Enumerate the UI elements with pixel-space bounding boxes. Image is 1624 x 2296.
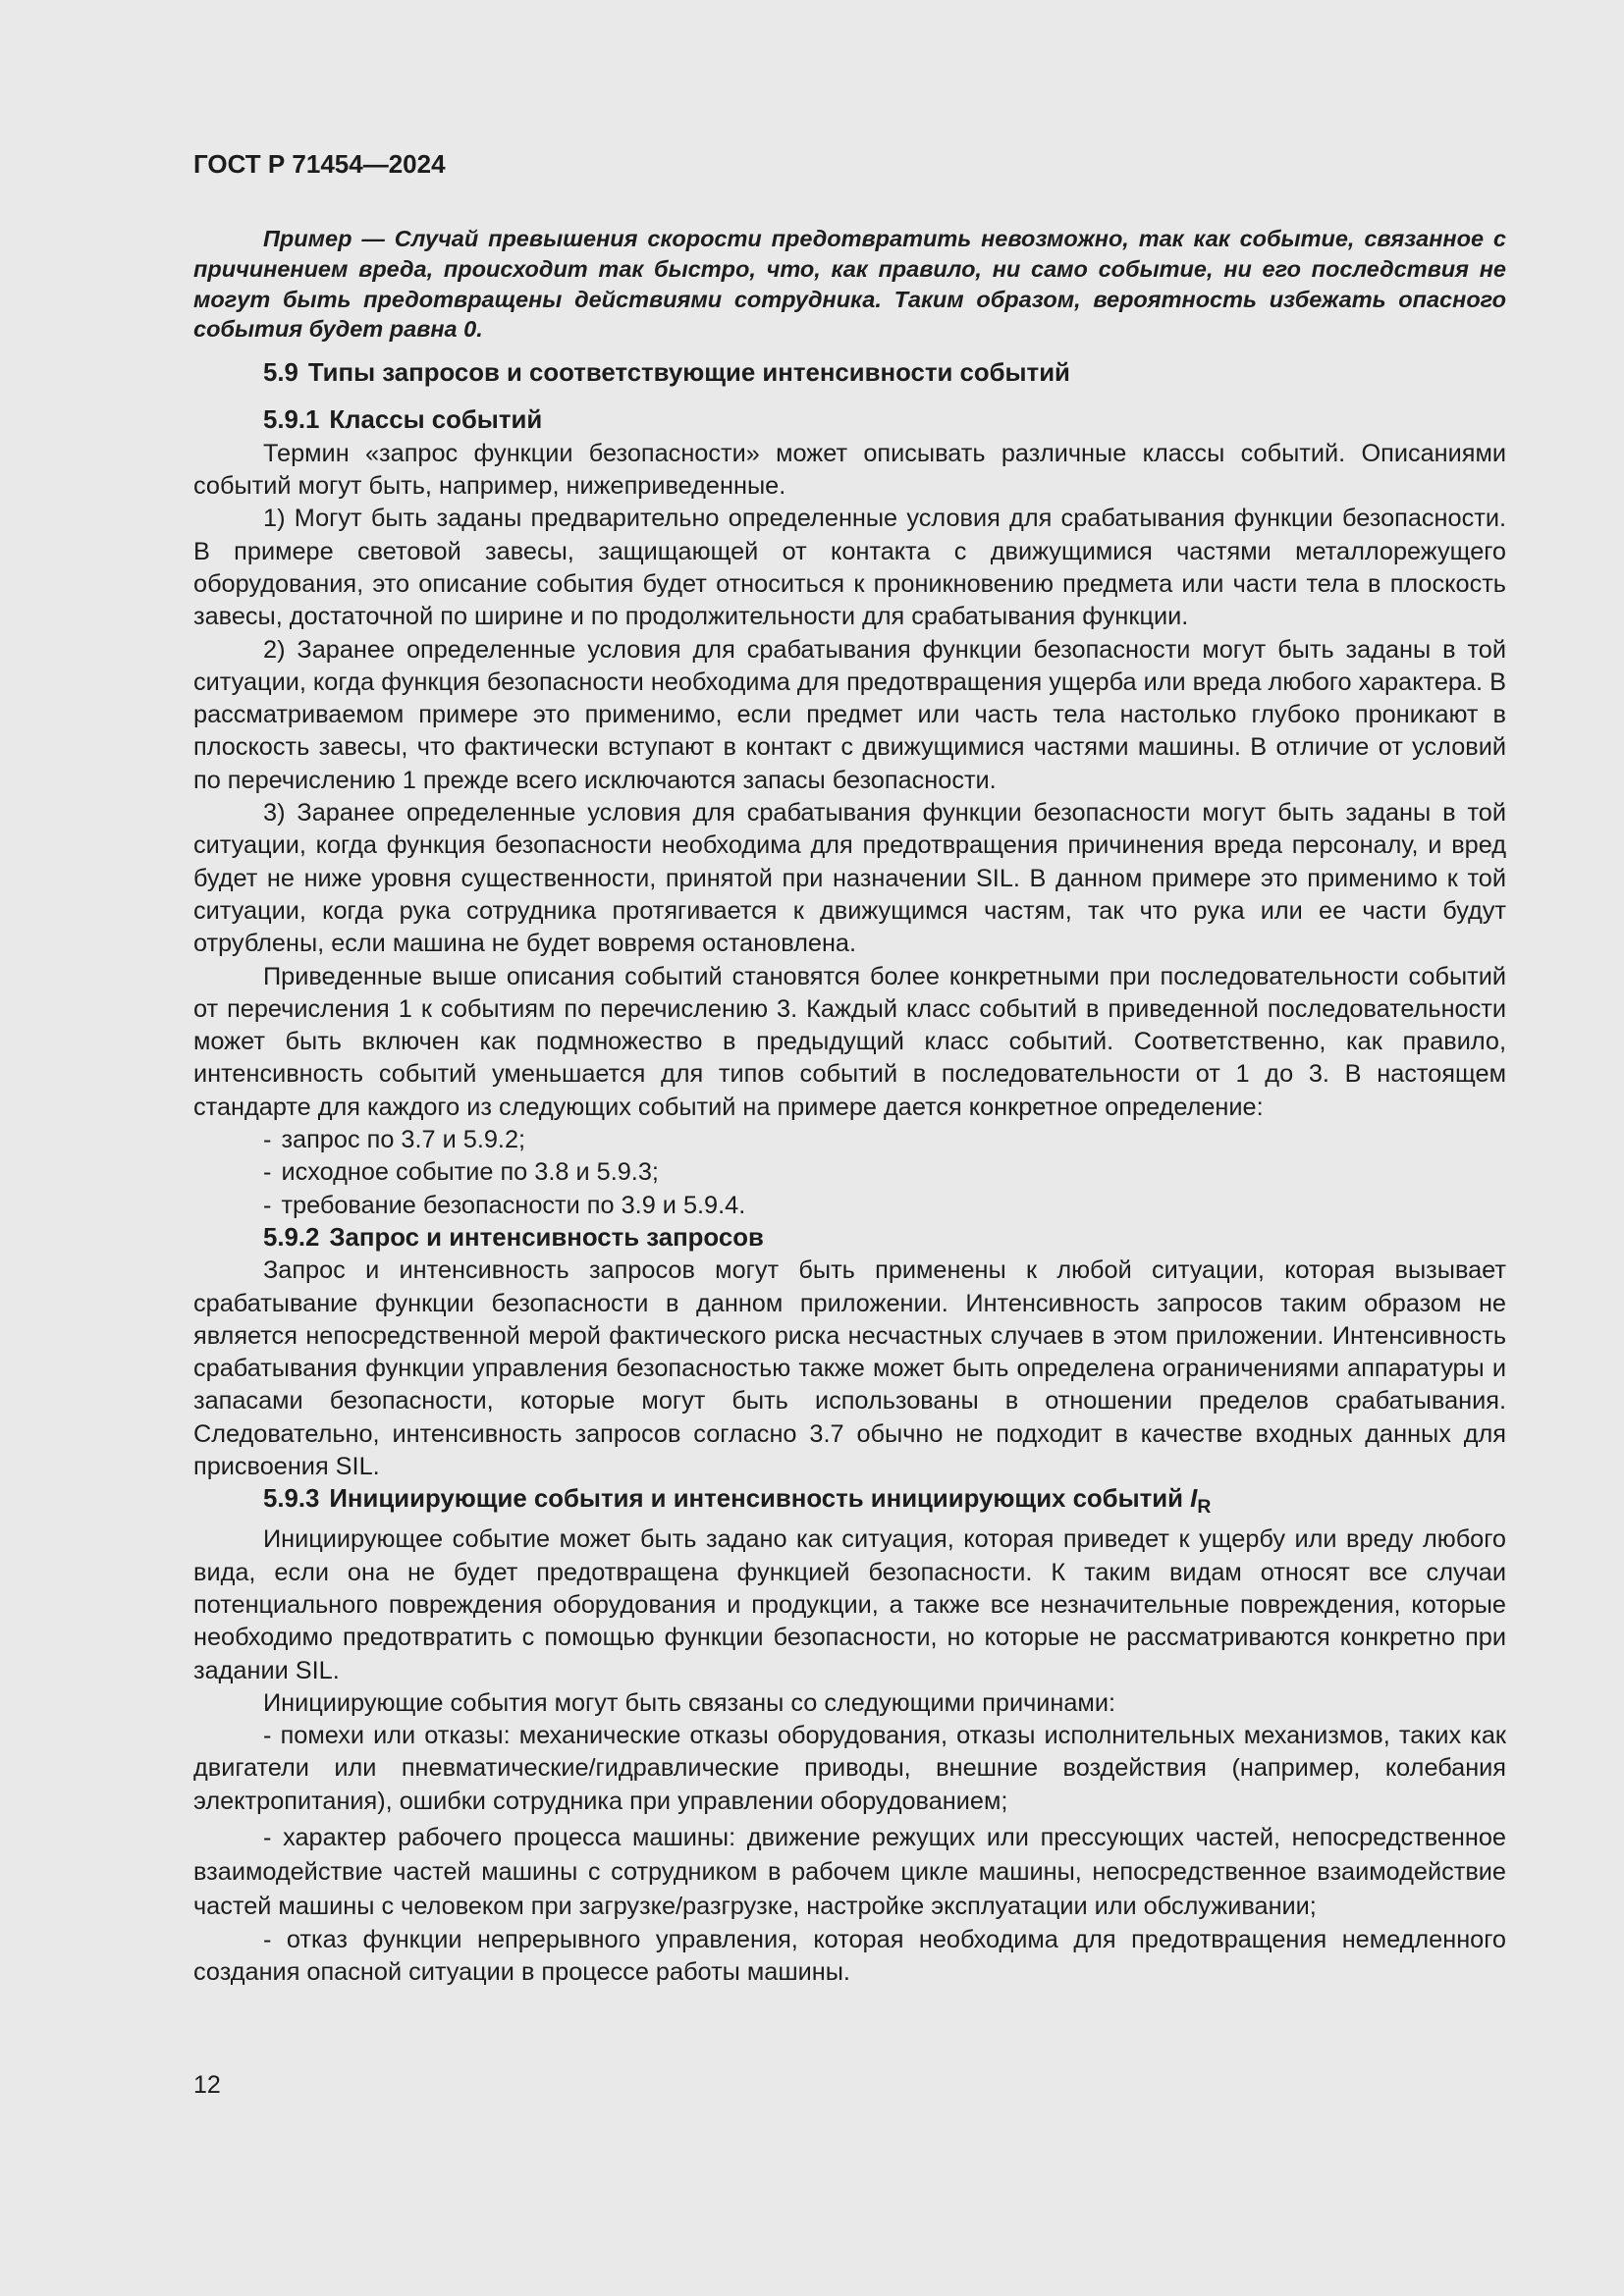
section-number: 5.9.3 — [263, 1485, 320, 1514]
symbol: I — [1190, 1485, 1198, 1514]
section-number: 5.9.2 — [263, 1223, 320, 1252]
list-item: - характер рабочего процесса машины: движение режущих или прессующих частей, непосредственное взаимодействие частей машины с сотрудником в рабочем цикле машины, непосредственное взаимодействие частей машины с человеком при загрузке/разгрузке, настройке эксплуатации или обслуживании; — [193, 1824, 1506, 1921]
paragraph: 2) Заранее определенные условия для срабатывания функции безопасности могут быть заданы в той ситуации, когда функция безопасности необходима для предотвращения ущерба или вреда любого характера. В рассматриваемом примере это применимо, если предмет или часть тела настолько глубоко проникают в плоскость завесы, что фактически вступают в контакт с движущимися частями машины. В отличие от условий по перечислению 1 прежде всего исключаются запасы безопасности. — [193, 635, 1506, 794]
symbol-subscript: R — [1197, 1496, 1212, 1519]
section-5-9-2-heading — [193, 1222, 1506, 1255]
list-item: - отказ функции непрерывного управления, которая необходима для предотвращения немедленного создания опасной ситуации в процессе работы машины. — [193, 1926, 1506, 1987]
paragraph: Инициирующие события могут быть связаны со следующими причинами: — [263, 1688, 1115, 1717]
list-item: - помехи или отказы: механические отказы оборудования, отказы исполнительных механизмов, таких как двигатели или пневматические/гидравлические приводы, внешние воздействия (например, колебания электропитания), ошибки сотрудника при управлении оборудованием; — [193, 1722, 1507, 1815]
list-item: - исходное событие по 3.8 и 5.9.3; — [263, 1158, 659, 1187]
document-page — [193, 147, 1506, 1990]
section-title: Классы событий — [329, 406, 543, 435]
section-5-9-heading — [193, 357, 1506, 390]
section-title: Типы запросов и соответствующие интенсивности событий — [307, 359, 1070, 388]
document-header: ГОСТ Р 71454—2024 — [193, 149, 446, 179]
paragraph: Инициирующее событие может быть задано как ситуация, которая приведет к ущербу или вреду любого вида, если она не будет предотвращена функцией безопасности. К таким видам относят все случаи потенциального повреждения оборудования и продукции, а также все незначительные повреждения, которые необходимо предотвратить с помощью функции безопасности, но которые не рассматриваются конкретно при задании SIL. — [193, 1525, 1506, 1684]
paragraph: 3) Заранее определенные условия для срабатывания функции безопасности могут быть заданы в той ситуации, когда функция безопасности необходима для предотвращения причинения вреда персоналу, и вред будет не ниже уровня существенности, принятой при назначении SIL. В данном примере это применимо к той ситуации, когда рука сотрудника протягивается к движущимся частям, так что рука или ее части будут отрублены, если машина не будет вовремя остановлена. — [193, 799, 1506, 958]
paragraph: Приведенные выше описания событий становятся более конкретными при последовательности событий от перечисления 1 к событиям по перечислению 3. Каждый класс событий в приведенной последовательности может быть включен как подмножество в предыдущий класс событий. Соответственно, как правило, интенсивность событий уменьшается для типов событий в последовательности от 1 до 3. В настоящем стандарте для каждого из следующих событий на примере дается конкретное определение: — [193, 962, 1506, 1121]
section-5-9-3-heading — [193, 1483, 1506, 1523]
paragraph: Запрос и интенсивность запросов могут быть применены к любой ситуации, которая вызывает срабатывание функции безопасности в данном приложении. Интенсивность запросов таким образом не является непосредственной мерой фактического риска несчастных случаев в этом приложении. Интенсивность срабатывания функции управления безопасностью также может быть определена ограничениями аппаратуры и запасами безопасности, которые могут быть использованы в отношении пределов срабатывания. Следовательно, интенсивность запросов согласно 3.7 обычно не подходит в качестве входных данных для присвоения SIL. — [193, 1256, 1506, 1480]
section-number: 5.9 — [263, 359, 298, 388]
section-title: Запрос и интенсивность запросов — [329, 1223, 764, 1252]
paragraph: Термин «запрос функции безопасности» может описывать различные классы событий. Описаниями событий могут быть, например, нижеприведенные. — [193, 439, 1506, 501]
section-5-9-1-heading — [193, 404, 1506, 437]
section-number: 5.9.1 — [263, 406, 320, 435]
section-title: Инициирующие события и интенсивность инициирующих событий — [329, 1485, 1183, 1514]
paragraph: 1) Могут быть заданы предварительно определенные условия для срабатывания функции безопасности. В примере световой завесы, защищающей от контакта с движущимися частями металлорежущего оборудования, это описание события будет относиться к проникновению предмета или части тела в плоскость завесы, достаточной по ширине и по продолжительности для срабатывания функции. — [193, 505, 1506, 631]
page-number: 12 — [193, 2071, 221, 2099]
list-item: - требование безопасности по 3.9 и 5.9.4. — [263, 1191, 746, 1219]
list-item: - запрос по 3.7 и 5.9.2; — [263, 1126, 526, 1154]
example-note: Пример — Случай превышения скорости предотвратить невозможно, так как событие, связанное с причинением вреда, происходит так быстро, что, как правило, ни само событие, ни его последствия не могут быть предотвращены действиями сотрудника. Таким образом, вероятность избежать опасного события будет равна 0. — [193, 226, 1506, 343]
